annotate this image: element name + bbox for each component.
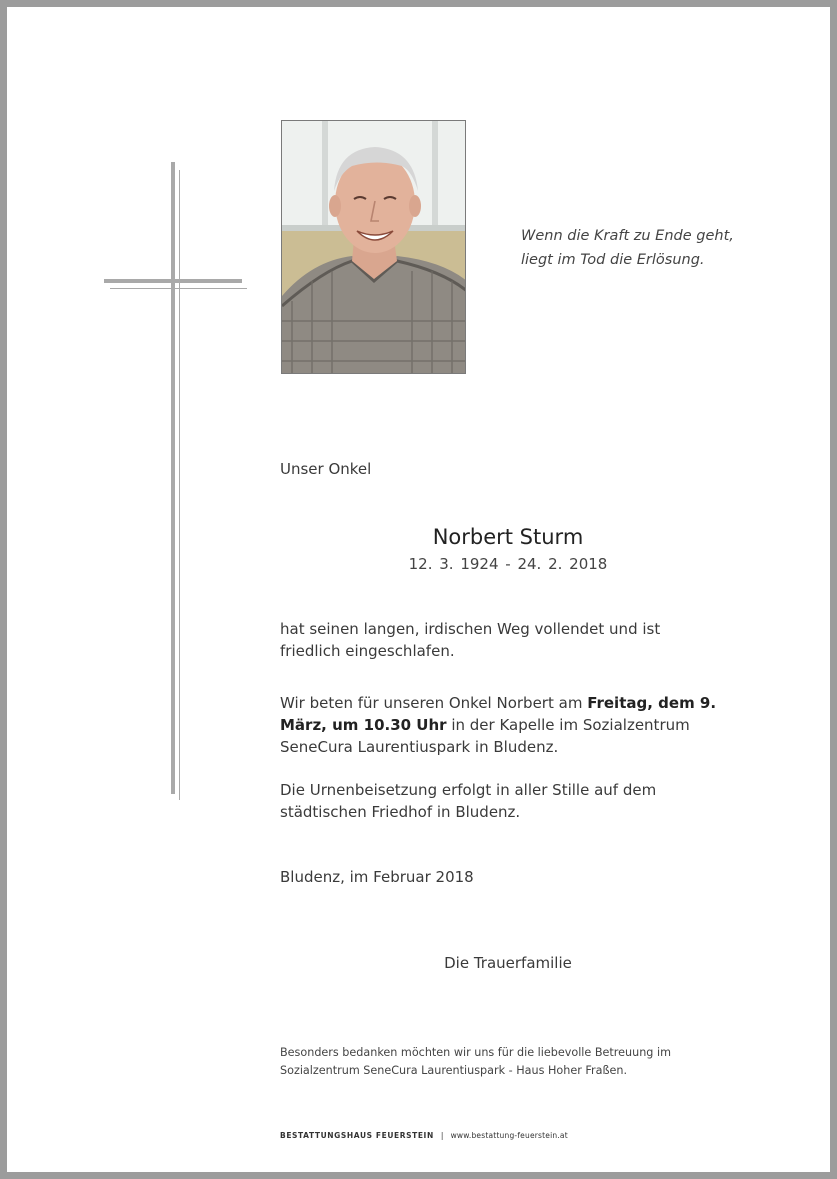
footer-firm: BESTATTUNGSHAUS FEUERSTEIN bbox=[280, 1131, 434, 1140]
prayer-intro: Wir beten für unseren Onkel Norbert am bbox=[280, 694, 588, 712]
footer-url[interactable]: www.bestattung-feuerstein.at bbox=[450, 1131, 568, 1140]
thanks-note: Besonders bedanken möchten wir uns für die liebevolle Betreuung im Sozialzentrum SeneCura Laurentiuspark - Haus Hoher Fraßen. bbox=[280, 1046, 671, 1077]
signature: Die Trauerfamilie bbox=[444, 954, 572, 972]
intro-text: Unser Onkel bbox=[280, 460, 372, 478]
quote-line-2: liegt im Tod die Erlösung. bbox=[521, 252, 705, 268]
deceased-name: Norbert Sturm bbox=[432, 525, 584, 549]
prayer-paragraph bbox=[280, 692, 740, 758]
footer bbox=[280, 1131, 568, 1140]
place-date: Bludenz, im Februar 2018 bbox=[280, 868, 474, 886]
passing-paragraph: hat seinen langen, irdischen Weg vollendet und ist friedlich eingeschlafen. bbox=[280, 620, 661, 660]
quote-line-1: Wenn die Kraft zu Ende geht, bbox=[521, 228, 734, 244]
portrait-photo bbox=[281, 120, 466, 374]
footer-separator: | bbox=[440, 1131, 444, 1140]
prayer-location: in der Kapelle im Sozialzentrum SeneCura Laurentiuspark in Bludenz. bbox=[280, 716, 690, 756]
life-dates: 12. 3. 1924 - 24. 2. 2018 bbox=[408, 555, 608, 573]
prayer-datetime: Freitag, dem 9. März, um 10.30 Uhr bbox=[280, 694, 717, 734]
burial-paragraph: Die Urnenbeisetzung erfolgt in aller Stille auf dem städtischen Friedhof in Bludenz. bbox=[280, 781, 657, 821]
memorial-quote bbox=[521, 224, 781, 272]
